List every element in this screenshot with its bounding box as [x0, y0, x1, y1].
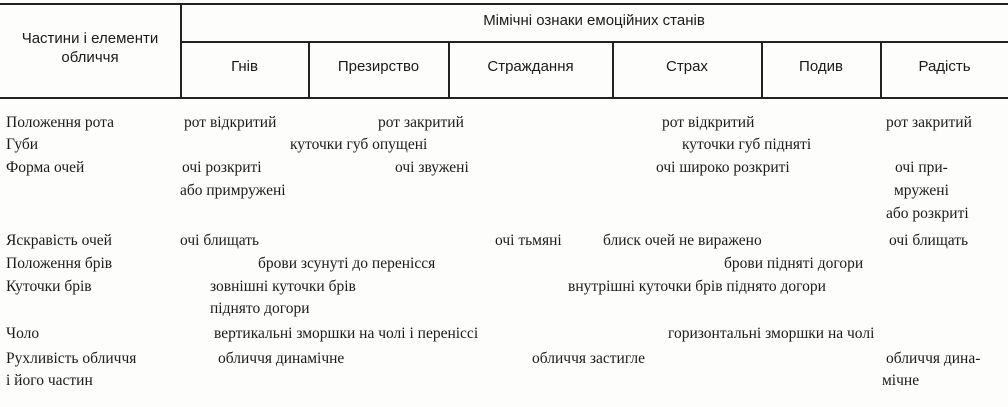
cell-brightness-anger: очі блищать [180, 232, 260, 249]
cell-mobility-frozen: обличчя застигле [532, 350, 646, 367]
column-header-suffering: Страждання [487, 58, 574, 75]
row-label-mouth: Положення рота [6, 114, 114, 131]
column-header-fear: Страх [666, 58, 708, 75]
column-header-contempt: Презирство [337, 58, 420, 75]
cell-brows-raised: брови підняті догори [724, 255, 864, 272]
row-label-mobility-1: Рухливість обличчя [6, 350, 137, 367]
cell-eyes-joy-3: або розкриті [886, 205, 969, 222]
cell-eyes-contempt: очі звужені [395, 159, 469, 176]
row-label-mobility-2: і його частин [6, 372, 93, 389]
column-header-joy: Радість [918, 58, 971, 75]
cell-brightness-joy: очі блищать [889, 232, 969, 249]
column-header-surprise: Подив [799, 58, 843, 75]
cell-mobility-dynamic: обличчя динамічне [218, 350, 345, 367]
cell-brow-corners-outer-1: зовнішні куточки брів [210, 278, 356, 295]
cell-brightness-suffering: очі тьмяні [495, 232, 562, 249]
row-header-line-2: обличчя [61, 49, 119, 66]
cell-eyes-anger-1: очі розкриті [182, 159, 262, 176]
cell-eyes-anger-2: або примружені [180, 182, 286, 199]
row-label-eyes-shape: Форма очей [6, 159, 85, 176]
cell-mobility-joy-2: мічне [882, 372, 920, 389]
cell-brow-corners-inner: внутрішні куточки брів піднято догори [568, 278, 826, 295]
cell-brow-corners-outer-2: піднято догори [210, 300, 310, 317]
cell-forehead-horizontal: горизонтальні зморшки на чолі [668, 325, 875, 342]
cell-brows-together: брови зсунуті до перенісся [258, 255, 436, 272]
group-title-underline [180, 41, 1008, 43]
group-title: Мімічні ознаки емоційних станів [483, 12, 705, 29]
row-label-forehead: Чоло [6, 325, 40, 342]
cell-eyes-joy-1: очі при- [895, 159, 948, 176]
table-top-border [0, 3, 1008, 5]
header-bottom-border [0, 97, 1008, 99]
cell-mouth-joy: рот закритий [886, 114, 972, 131]
cell-eyes-fear: очі широко розкриті [656, 159, 790, 176]
cell-mouth-fear: рот відкритий [662, 114, 755, 131]
row-header-line-1: Частини і елементи [21, 30, 159, 47]
row-label-brows-position: Положення брів [6, 255, 113, 272]
cell-lips-up: куточки губ підняті [682, 136, 812, 153]
cell-mobility-joy-1: обличчя дина- [886, 350, 981, 367]
cell-brightness-fear: блиск очей не виражено [603, 232, 762, 249]
cell-forehead-vertical: вертикальні зморшки на чолі і переніссі [214, 325, 479, 342]
cell-mouth-anger: рот відкритий [184, 114, 277, 131]
row-label-brows-corners: Куточки брів [6, 278, 92, 295]
row-label-lips: Губи [6, 136, 39, 153]
row-label-eyes-brightness: Яскравість очей [6, 232, 112, 249]
cell-eyes-joy-2: мружені [894, 182, 949, 199]
column-header-anger: Гнів [231, 58, 258, 75]
cell-mouth-contempt: рот закритий [378, 114, 464, 131]
cell-lips-down: куточки губ опущені [290, 136, 428, 153]
